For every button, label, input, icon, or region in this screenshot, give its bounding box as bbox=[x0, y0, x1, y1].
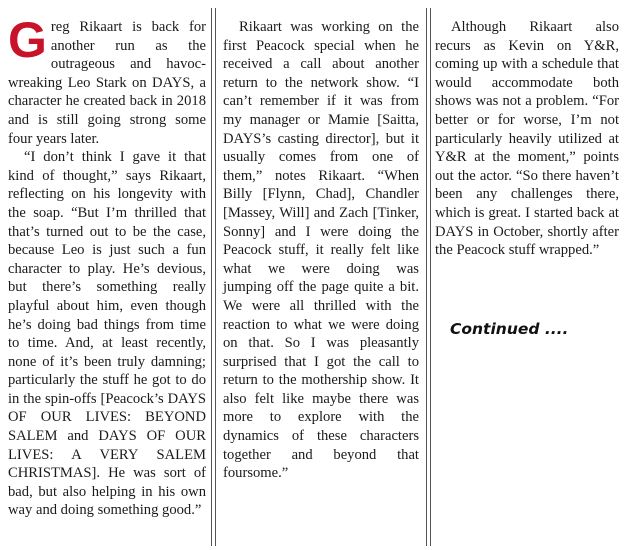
paragraph bbox=[8, 12, 206, 148]
paragraph: Although Rikaart also recurs as Kevin on Y&R, coming up with a schedule that would accommodate both shows was not a problem. “For better or for worse, I’m not particularly heavily utilized at Y&R at the moment,” points out the actor. “So there haven’t been any challenges there, which is great. I started back at DAYS in October, shortly after the Peacock stuff wrapped.” bbox=[435, 19, 619, 259]
paragraph-text: reg Rikaart is back for another run as the outrageous and havoc-wreaking Leo Stark on DAYS, a character he created back in 2018 and is still going strong some four years later. bbox=[8, 19, 206, 147]
paragraph: Rikaart was working on the first Peacock special when he received a call about another return to the network show. “I can’t remember if it was from my manager or Mamie [Saitta, DAYS’s casting director], but it usually comes from one of them,” notes Rikaart. “When Billy [Flynn, Chad], Chandler [Massey, Will] and Zach [Tinker, Sonny] and I were doing the Peacock stuff, it really felt like what we were doing was jumping off the page quite a bit. We were all thrilled with the reaction to what we were doing on that. So I was pleasantly surprised that I got the call to return to the mothership show. It also felt like maybe there was more to explore with the dynamics of these characters together and beyond that foursome.” bbox=[223, 19, 419, 482]
article-column-2 bbox=[223, 18, 419, 483]
paragraph: “I don’t think I gave it that kind of thought,” says Rikaart, reflecting on his longevity with the soap. “But I’m thrilled that that’s turned out to be the case, because Leo is just such a fun character to play. He’s devious, but there’s something really playful about him, even though he’s doing bad things from time to time. And, at least recently, none of it’s been truly damning; particularly the stuff he got to do in the spin-offs [Peacock’s DAYS OF OUR LIVES: BEYOND SALEM and DAYS OF OUR LIVES: A VERY SALEM CHRISTMAS]. He was sort of bad, but also helping in his own way and doing something good.” bbox=[8, 149, 206, 519]
continued-label: Continued .... bbox=[450, 320, 569, 338]
article-column-1 bbox=[8, 12, 206, 520]
drop-cap: G bbox=[8, 12, 47, 68]
column-divider bbox=[211, 8, 216, 546]
column-divider bbox=[426, 8, 431, 546]
article-column-3 bbox=[435, 18, 619, 260]
